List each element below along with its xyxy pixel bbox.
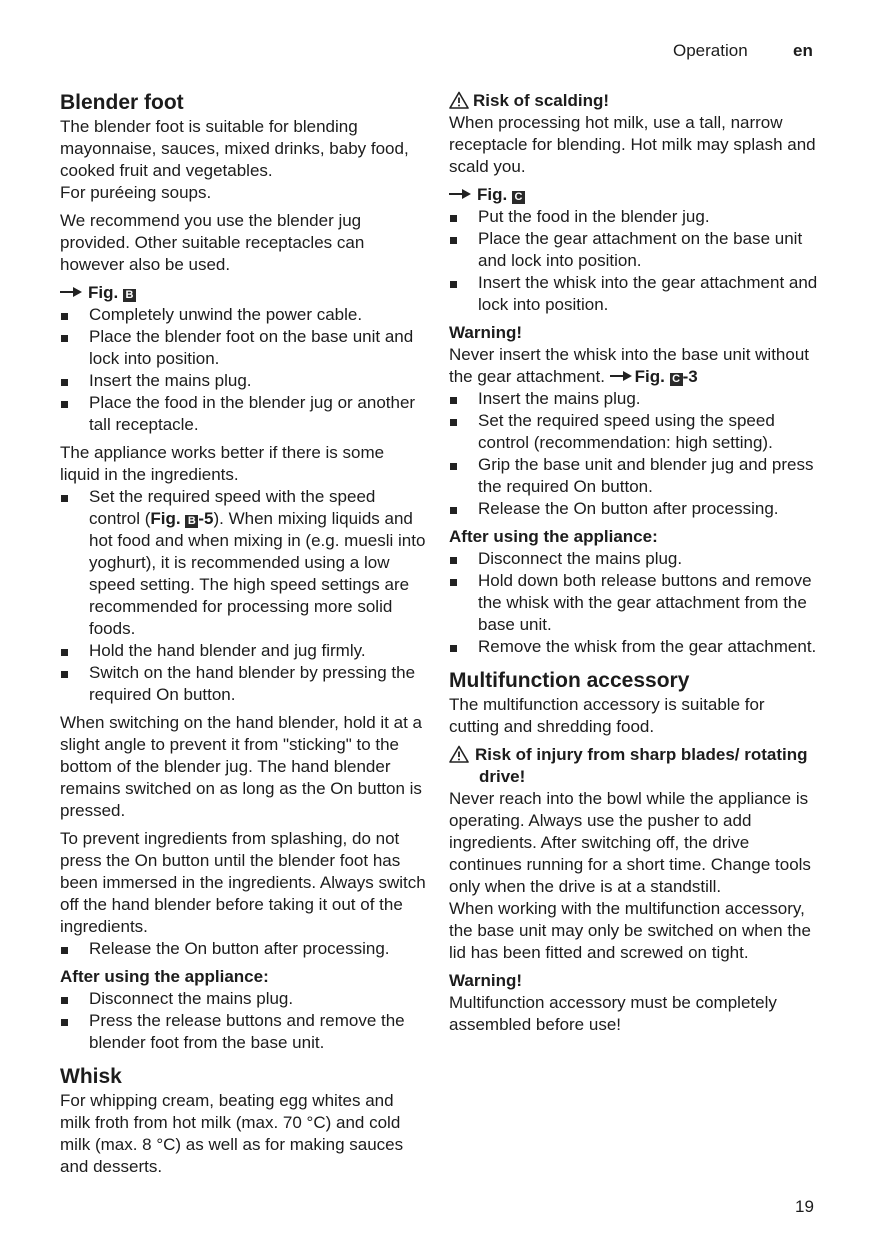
list-item: Place the gear attachment on the base unit and lock into position. — [449, 228, 819, 272]
list-item: Put the food in the blender jug. — [449, 206, 819, 228]
whisk-steps — [449, 206, 819, 316]
list-item: Set the required speed using the speed control (recommendation: high setting). — [449, 410, 819, 454]
list-item: Set the required speed with the speed control (Fig. B -5). When mixing liquids and hot food and when mixing in (e.g. muesli into yoghurt), it is recommended using a low speed setting. The high speed settings are recommended for processing more solid foods. — [60, 486, 426, 640]
after-use-heading: After using the appliance: — [449, 527, 658, 546]
list-item: Disconnect the mains plug. — [449, 548, 819, 570]
header-language-code: en — [793, 41, 813, 60]
whisk-heading: Whisk — [60, 1065, 122, 1088]
whisk-text: For whipping cream, beating egg whites and milk froth from hot milk (max. 70 °C) and cold milk (max. 8 °C) as well as for making sauces and desserts. — [60, 1091, 404, 1176]
list-item: Switch on the hand blender by pressing the required On button. — [60, 662, 426, 706]
figure-letter-badge: C — [670, 373, 683, 386]
figure-letter-badge: B — [123, 289, 136, 302]
blender-foot-release — [60, 938, 426, 960]
figure-letter-badge: B — [185, 515, 198, 528]
scald-warning-title: Risk of scalding! — [449, 90, 819, 112]
warning-triangle-icon — [449, 91, 469, 109]
after-use-steps — [60, 988, 426, 1054]
list-item: Release the On button after processing. — [60, 938, 426, 960]
arrow-right-icon — [449, 189, 471, 199]
warning-heading: Warning! — [449, 323, 523, 342]
page-number: 19 — [795, 1197, 814, 1216]
after-use-steps — [449, 548, 819, 658]
figure-reference-b: Fig. B — [60, 282, 426, 304]
list-item: Insert the mains plug. — [449, 388, 819, 410]
multifunction-warning-text: Multifunction accessory must be completely assembled before use! — [449, 993, 777, 1034]
blender-foot-steps-2 — [60, 486, 426, 706]
blender-foot-angle-note: When switching on the hand blender, hold it at a slight angle to prevent it from "sticking" to the bottom of the blender jug. The hand blender remains switched on as long as the On button is pressed. — [60, 713, 422, 820]
blender-foot-intro: The blender foot is suitable for blending mayonnaise, sauces, mixed drinks, baby food, cooked fruit and vegetables. — [60, 117, 409, 180]
list-item: Hold down both release buttons and remove the whisk with the gear attachment from the base unit. — [449, 570, 819, 636]
list-item: Hold the hand blender and jug firmly. — [60, 640, 426, 662]
list-item: Insert the mains plug. — [60, 370, 426, 392]
list-item: Disconnect the mains plug. — [60, 988, 426, 1010]
multifunction-lid-note: When working with the multifunction accessory, the base unit may only be switched on when the lid has been fitted and screwed on tight. — [449, 899, 811, 962]
arrow-right-icon — [60, 287, 82, 297]
multifunction-intro: The multifunction accessory is suitable for cutting and shredding food. — [449, 695, 765, 736]
warning-text: Never insert the whisk into the base unit without the gear attachment. Fig. C -3 — [449, 345, 810, 386]
injury-warning-title: Risk of injury from sharp blades/ rotating drive! — [449, 744, 819, 788]
whisk-steps-2 — [449, 388, 819, 520]
arrow-right-icon — [610, 371, 632, 381]
blender-foot-puree: For puréeing soups. — [60, 183, 212, 202]
list-item: Place the blender foot on the base unit and lock into position. — [60, 326, 426, 370]
blender-foot-splash-note: To prevent ingredients from splashing, do not press the On button until the blender foot has been immersed in the ingredients. Always switch off the hand blender before taking it out of the ingredients. — [60, 829, 426, 936]
list-item: Place the food in the blender jug or another tall receptacle. — [60, 392, 426, 436]
list-item: Completely unwind the power cable. — [60, 304, 426, 326]
list-item: Release the On button after processing. — [449, 498, 819, 520]
blender-foot-liquid-note: The appliance works better if there is some liquid in the ingredients. — [60, 443, 385, 484]
blender-foot-recommend: We recommend you use the blender jug provided. Other suitable receptacles can however also be used. — [60, 211, 365, 274]
list-item: Grip the base unit and blender jug and press the required On button. — [449, 454, 819, 498]
list-item: Press the release buttons and remove the blender foot from the base unit. — [60, 1010, 426, 1054]
blender-foot-steps — [60, 304, 426, 436]
list-item: Remove the whisk from the gear attachment. — [449, 636, 819, 658]
warning-heading: Warning! — [449, 971, 523, 990]
right-column — [449, 90, 819, 1042]
list-item: Insert the whisk into the gear attachment and lock into position. — [449, 272, 819, 316]
warning-triangle-icon — [449, 745, 469, 763]
injury-warning-text: Never reach into the bowl while the appliance is operating. Always use the pusher to add ingredients. After switching off, the drive continues running for a short time. Change tools only when the drive is at a standstill. — [449, 789, 811, 896]
figure-reference-c: Fig. C — [449, 184, 819, 206]
scald-warning-text: When processing hot milk, use a tall, narrow receptacle for blending. Hot milk may splash and scald you. — [449, 113, 816, 176]
multifunction-heading: Multifunction accessory — [449, 669, 690, 692]
left-column — [60, 90, 426, 1184]
header-section-title: Operation — [673, 41, 748, 60]
blender-foot-heading: Blender foot — [60, 91, 184, 114]
after-use-heading: After using the appliance: — [60, 967, 269, 986]
figure-letter-badge: C — [512, 191, 525, 204]
